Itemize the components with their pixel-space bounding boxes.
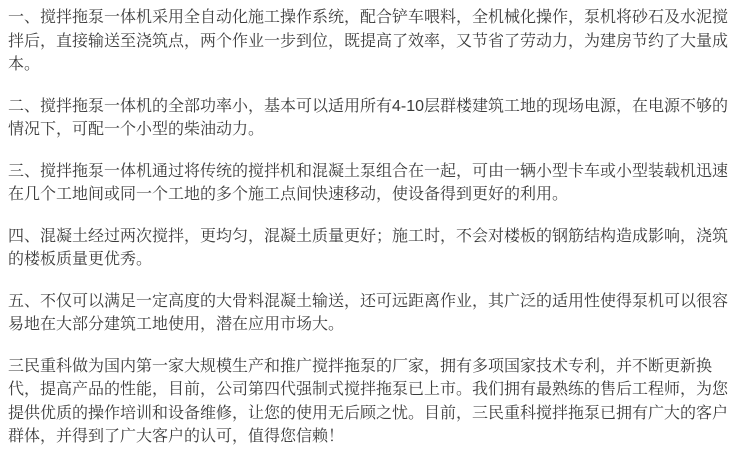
paragraph-feature-4: 四、混凝土经过两次搅拌，更均匀，混凝土质量更好；施工时，不会对楼板的钢筋结构造成影响，浇筑的楼板质量更优秀。	[8, 227, 729, 268]
paragraph-feature-5: 五、不仅可以满足一定高度的大骨料混凝土输送，还可远距离作业，其广泛的适用性使得泵机可以很容易地在大部分建筑工地使用，潜在应用市场大。	[8, 292, 729, 333]
paragraph-feature-3: 三、搅拌拖泵一体机通过将传统的搅拌机和混凝土泵组合在一起，可由一辆小型卡车或小型装载机迅速在几个工地间或同一个工地的多个施工点间快速移动，使设备得到更好的利用。	[8, 162, 729, 203]
paragraph-feature-1: 一、搅拌拖泵一体机采用全自动化施工操作系统，配合铲车喂料，全机械化操作，泵机将砂石及水泥搅拌后，直接输送至浇筑点，两个作业一步到位，既提高了效率，又节省了劳动力，为建房节约了大量成本。	[8, 9, 729, 73]
paragraph-company-intro: 三民重科做为国内第一家大规模生产和推广搅拌拖泵的厂家，拥有多项国家技术专利，并不断更新换代，提高产品的性能，目前，公司第四代强制式搅拌拖泵已上市。我们拥有最熟练的售后工程师，为您提供优质的操作培训和设备维修，让您的使用无后顾之忧。目前，三民重科搅拌拖泵已拥有广大的客户群体，并得到了广大客户的认可，值得您信赖！	[8, 357, 729, 445]
paragraph-feature-2: 二、搅拌拖泵一体机的全部功率小，基本可以适用所有4-10层群楼建筑工地的现场电源，在电源不够的情况下，可配一个小型的柴油动力。	[8, 97, 729, 138]
